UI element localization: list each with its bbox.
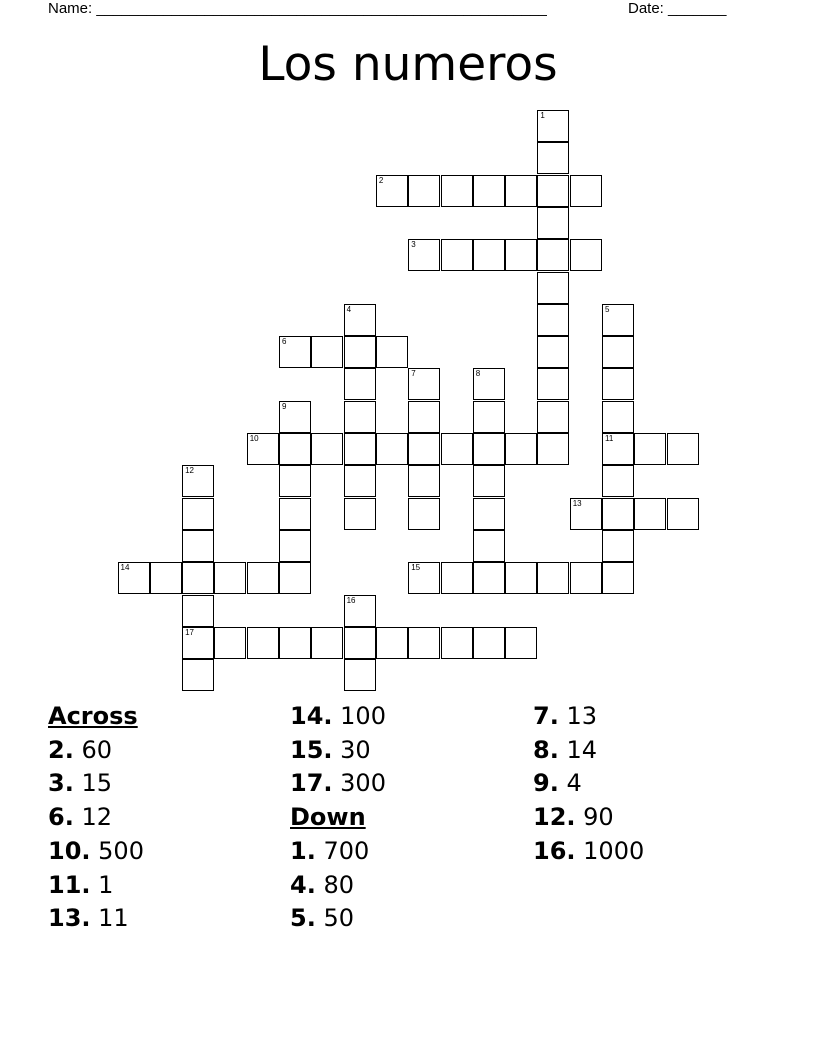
crossword-cell[interactable] xyxy=(247,627,279,659)
clue-text: 50 xyxy=(323,904,355,933)
clue-number: 14. xyxy=(290,702,333,730)
clue-number: 2. xyxy=(48,735,74,764)
clue-number: 3. xyxy=(48,769,74,798)
clue-item xyxy=(533,700,644,734)
crossword-cell[interactable] xyxy=(408,433,440,465)
clue-column-3 xyxy=(533,700,644,869)
clue-number: 8. xyxy=(533,735,559,764)
crossword-cell[interactable] xyxy=(182,627,214,659)
cell-number: 16 xyxy=(346,595,356,605)
clue-column-1 xyxy=(48,700,144,936)
crossword-cell[interactable] xyxy=(376,627,408,659)
crossword-cell[interactable] xyxy=(537,368,569,400)
crossword-cell[interactable] xyxy=(602,304,634,336)
crossword-cell[interactable] xyxy=(473,401,505,433)
crossword-cell[interactable] xyxy=(344,659,376,691)
crossword-cell[interactable] xyxy=(408,627,440,659)
crossword-cell[interactable] xyxy=(473,562,505,594)
crossword-cell[interactable] xyxy=(473,627,505,659)
crossword-cell[interactable] xyxy=(311,336,343,368)
crossword-cell[interactable] xyxy=(602,562,634,594)
crossword-cell[interactable] xyxy=(473,368,505,400)
clue-number: 9. xyxy=(533,769,559,798)
cell-number: 4 xyxy=(346,304,352,314)
crossword-cell[interactable] xyxy=(473,239,505,271)
crossword-cell[interactable] xyxy=(634,498,666,530)
crossword-cell[interactable] xyxy=(602,498,634,530)
crossword-cell[interactable] xyxy=(376,433,408,465)
crossword-cell[interactable] xyxy=(408,562,440,594)
clue-text: 15 xyxy=(81,769,113,798)
cell-number: 14 xyxy=(120,563,130,573)
crossword-cell[interactable] xyxy=(150,562,182,594)
cell-number: 1 xyxy=(540,111,545,120)
crossword-cell[interactable] xyxy=(118,562,150,594)
crossword-cell[interactable] xyxy=(279,530,311,562)
crossword-cell[interactable] xyxy=(537,175,569,207)
crossword-cell[interactable] xyxy=(473,433,505,465)
clue-number: 16. xyxy=(533,836,576,865)
clue-item xyxy=(290,869,386,903)
crossword-cell[interactable] xyxy=(279,336,311,368)
crossword-cell[interactable] xyxy=(408,401,440,433)
crossword-cell[interactable] xyxy=(473,175,505,207)
crossword-cell[interactable] xyxy=(602,336,634,368)
cell-number: 7 xyxy=(411,369,416,379)
crossword-cell[interactable] xyxy=(279,498,311,530)
crossword-cell[interactable] xyxy=(279,562,311,594)
crossword-cell[interactable] xyxy=(247,562,279,594)
down-heading: Down xyxy=(290,803,366,832)
crossword-cell[interactable] xyxy=(537,433,569,465)
crossword-cell[interactable] xyxy=(376,175,408,207)
crossword-cell[interactable] xyxy=(344,498,376,530)
crossword-cell[interactable] xyxy=(408,498,440,530)
crossword-cell[interactable] xyxy=(602,530,634,562)
crossword-cell[interactable] xyxy=(344,595,376,627)
crossword-cell[interactable] xyxy=(441,175,473,207)
crossword-cell[interactable] xyxy=(311,433,343,465)
crossword-cell[interactable] xyxy=(441,562,473,594)
crossword-cell[interactable] xyxy=(570,562,602,594)
cell-number: 17 xyxy=(185,627,194,637)
crossword-cell[interactable] xyxy=(247,433,279,465)
crossword-cell[interactable] xyxy=(279,627,311,659)
crossword-cell[interactable] xyxy=(376,336,408,368)
clue-item xyxy=(290,700,386,734)
clue-item xyxy=(290,835,386,869)
crossword-cell[interactable] xyxy=(344,627,376,659)
crossword-cell[interactable] xyxy=(537,401,569,433)
crossword-cell[interactable] xyxy=(505,627,537,659)
clue-item xyxy=(48,801,144,835)
cell-number: 13 xyxy=(572,498,582,508)
clue-item xyxy=(533,734,644,768)
clue-item xyxy=(533,767,644,801)
crossword-cell[interactable] xyxy=(279,465,311,497)
crossword-cell[interactable] xyxy=(602,368,634,400)
clue-text: 30 xyxy=(340,735,371,764)
crossword-cell[interactable] xyxy=(344,304,376,336)
crossword-cell[interactable] xyxy=(505,239,537,271)
cell-number: 6 xyxy=(282,337,287,347)
crossword-cell[interactable] xyxy=(344,465,376,497)
crossword-cell[interactable] xyxy=(214,627,246,659)
clue-number: 7. xyxy=(533,702,559,730)
cell-number: 10 xyxy=(249,434,259,443)
crossword-cell[interactable] xyxy=(602,401,634,433)
cell-number: 11 xyxy=(605,434,614,443)
clue-text: 80 xyxy=(323,870,355,899)
clue-item xyxy=(48,767,144,801)
crossword-cell[interactable] xyxy=(473,530,505,562)
crossword-cell[interactable] xyxy=(408,368,440,400)
crossword-cell[interactable] xyxy=(537,304,569,336)
clue-number: 1. xyxy=(290,836,316,865)
crossword-cell[interactable] xyxy=(602,433,634,465)
clue-item xyxy=(48,734,144,768)
crossword-cell[interactable] xyxy=(408,465,440,497)
crossword-cell[interactable] xyxy=(537,142,569,174)
cell-number: 12 xyxy=(185,466,194,476)
clue-item xyxy=(290,734,386,768)
clue-text: 1 xyxy=(98,870,114,899)
crossword-cell[interactable] xyxy=(344,336,376,368)
clue-text: 90 xyxy=(583,803,614,832)
clue-number: 17. xyxy=(290,769,333,798)
crossword-cell[interactable] xyxy=(182,595,214,627)
crossword-cell[interactable] xyxy=(279,401,311,433)
clue-column-2 xyxy=(290,700,386,936)
crossword-cell[interactable] xyxy=(537,207,569,239)
clue-text: 60 xyxy=(81,735,113,764)
cell-number: 15 xyxy=(411,563,421,573)
clue-number: 15. xyxy=(290,735,333,764)
crossword-cell[interactable] xyxy=(441,627,473,659)
crossword-cell[interactable] xyxy=(667,433,699,465)
crossword-cell[interactable] xyxy=(505,562,537,594)
clue-item xyxy=(533,801,644,835)
crossword-cell[interactable] xyxy=(182,465,214,497)
crossword-cell[interactable] xyxy=(279,433,311,465)
page-title: Los numeros xyxy=(258,37,558,92)
clue-text: 12 xyxy=(81,803,113,832)
crossword-cell[interactable] xyxy=(634,433,666,465)
crossword-cell[interactable] xyxy=(537,562,569,594)
clue-number: 4. xyxy=(290,870,316,899)
crossword-cell[interactable] xyxy=(505,433,537,465)
crossword-cell[interactable] xyxy=(408,175,440,207)
clue-text: 4 xyxy=(566,769,582,798)
crossword-cell[interactable] xyxy=(408,239,440,271)
crossword-cell[interactable] xyxy=(344,433,376,465)
crossword-cell[interactable] xyxy=(473,498,505,530)
cell-number: 5 xyxy=(605,304,610,314)
clue-text: 300 xyxy=(340,769,386,798)
name-field-label: Name: ______________________________________________________ xyxy=(48,0,547,17)
crossword-cell[interactable] xyxy=(214,562,246,594)
clue-number: 12. xyxy=(533,803,576,832)
crossword-cell[interactable] xyxy=(505,175,537,207)
crossword-cell[interactable] xyxy=(311,627,343,659)
crossword-cell[interactable] xyxy=(570,498,602,530)
crossword-cell[interactable] xyxy=(537,239,569,271)
clue-item xyxy=(290,902,386,936)
crossword-cell[interactable] xyxy=(441,239,473,271)
crossword-cell[interactable] xyxy=(570,175,602,207)
clue-text: 11 xyxy=(98,904,129,933)
date-field-label: Date: _______ xyxy=(628,0,727,17)
clue-number: 13. xyxy=(48,904,91,933)
crossword-cell[interactable] xyxy=(537,272,569,304)
cell-number: 3 xyxy=(411,240,416,250)
clue-text: 14 xyxy=(566,735,598,764)
clue-item xyxy=(48,902,144,936)
clue-text: 100 xyxy=(340,702,386,730)
clue-text: 1000 xyxy=(583,836,645,865)
clue-number: 5. xyxy=(290,904,316,933)
across-heading: Across xyxy=(48,702,138,730)
clue-number: 11. xyxy=(48,870,91,899)
clue-text: 500 xyxy=(98,836,144,865)
clue-item xyxy=(48,835,144,869)
clue-text: 700 xyxy=(323,836,370,865)
crossword-cell[interactable] xyxy=(537,110,569,142)
clue-number: 10. xyxy=(48,836,91,865)
clue-item xyxy=(290,767,386,801)
clue-number: 6. xyxy=(48,803,74,832)
cell-number: 9 xyxy=(282,401,287,411)
clue-item xyxy=(48,869,144,903)
crossword-cell[interactable] xyxy=(441,433,473,465)
crossword-cell[interactable] xyxy=(602,465,634,497)
crossword-cell[interactable] xyxy=(182,530,214,562)
cell-number: 8 xyxy=(475,369,481,379)
crossword-cell[interactable] xyxy=(537,336,569,368)
crossword-cell[interactable] xyxy=(473,465,505,497)
crossword-cell[interactable] xyxy=(344,401,376,433)
crossword-cell[interactable] xyxy=(570,239,602,271)
cell-number: 2 xyxy=(378,175,384,185)
clue-item xyxy=(533,835,644,869)
clue-text: 13 xyxy=(566,702,598,730)
crossword-cell[interactable] xyxy=(182,498,214,530)
crossword-cell[interactable] xyxy=(344,368,376,400)
crossword-cell[interactable] xyxy=(182,562,214,594)
crossword-cell[interactable] xyxy=(182,659,214,691)
crossword-cell[interactable] xyxy=(667,498,699,530)
